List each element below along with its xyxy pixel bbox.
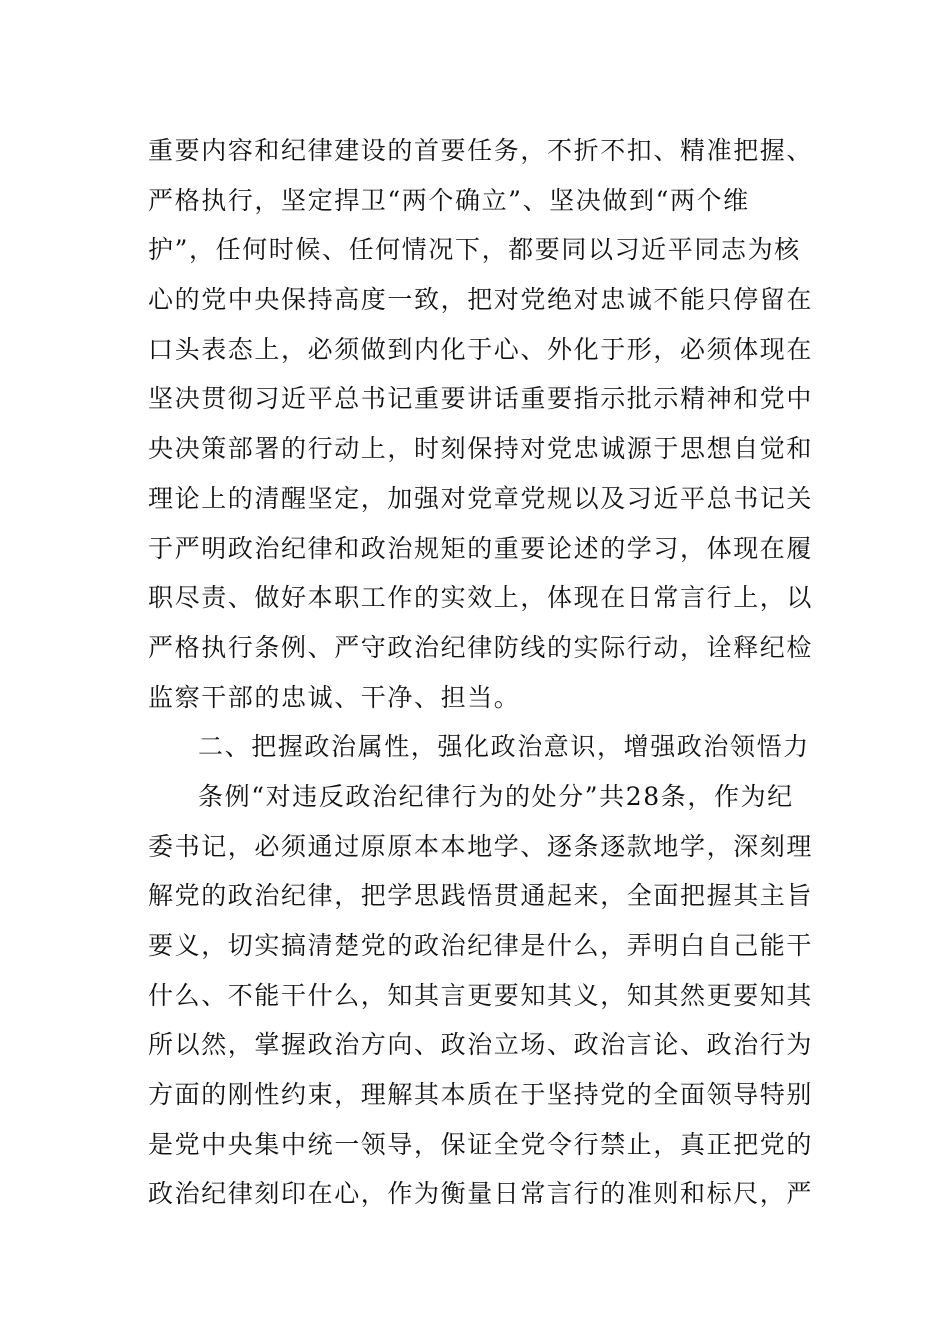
- paragraph-line: 心的党中央保持高度一致，把对党绝对忠诚不能只停留在: [148, 285, 814, 315]
- paragraph-2: [148, 772, 814, 1219]
- paragraph-line: 职尽责、做好本职工作的实效上，体现在日常言行上，以: [148, 583, 814, 613]
- paragraph-line: 要义，切实搞清楚党的政治纪律是什么，弄明白自己能干: [148, 931, 814, 960]
- paragraph-line: 委书记，必须通过原原本本地学、逐条逐款地学，深刻理: [148, 831, 814, 861]
- paragraph-1: [148, 126, 814, 722]
- paragraph-line: 方面的刚性约束，理解其本质在于坚持党的全面领导特别: [148, 1080, 814, 1110]
- paragraph-line: 什么、不能干什么，知其言更要知其义，知其然更要知其: [148, 980, 814, 1010]
- paragraph-line: 于严明政治纪律和政治规矩的重要论述的学习，体现在履: [148, 533, 814, 563]
- section-heading: 二、把握政治属性，强化政治意识，增强政治领悟力: [198, 732, 810, 762]
- paragraph-line: 严格执行条例、严守政治纪律防线的实际行动，诠释纪检: [148, 632, 814, 662]
- paragraph-line: 是党中央集中统一领导，保证全党令行禁止，真正把党的: [148, 1129, 814, 1159]
- paragraph-line: 条例“对违反政治纪律行为的处分”共28条，作为纪: [198, 781, 794, 811]
- paragraph-line: 坚决贯彻习近平总书记重要讲话重要指示批示精神和党中: [148, 384, 814, 414]
- paragraph-line: 重要内容和纪律建设的首要任务，不折不扣、精准把握、: [148, 136, 814, 165]
- paragraph-line: 所以然，掌握政治方向、政治立场、政治言论、政治行为: [148, 1030, 814, 1060]
- paragraph-line: 护”，任何时候、任何情况下，都要同以习近平同志为核: [148, 235, 801, 265]
- paragraph-line: 央决策部署的行动上，时刻保持对党忠诚源于思想自觉和: [148, 434, 814, 464]
- paragraph-line: 监察干部的忠诚、干净、担当。: [148, 682, 521, 712]
- paragraph-line: 解党的政治纪律，把学思践悟贯通起来，全面把握其主旨: [148, 881, 814, 911]
- paragraph-line: 理论上的清醒坚定，加强对党章党规以及习近平总书记关: [148, 483, 814, 513]
- paragraph-line: 政治纪律刻印在心，作为衡量日常言行的准则和标尺，严: [148, 1179, 814, 1209]
- paragraph-line: 严格执行，坚定捍卫“两个确立”、坚决做到“两个维: [148, 185, 750, 215]
- document-body: [148, 126, 814, 1219]
- paragraph-line: 口头表态上，必须做到内化于心、外化于形，必须体现在: [148, 334, 814, 364]
